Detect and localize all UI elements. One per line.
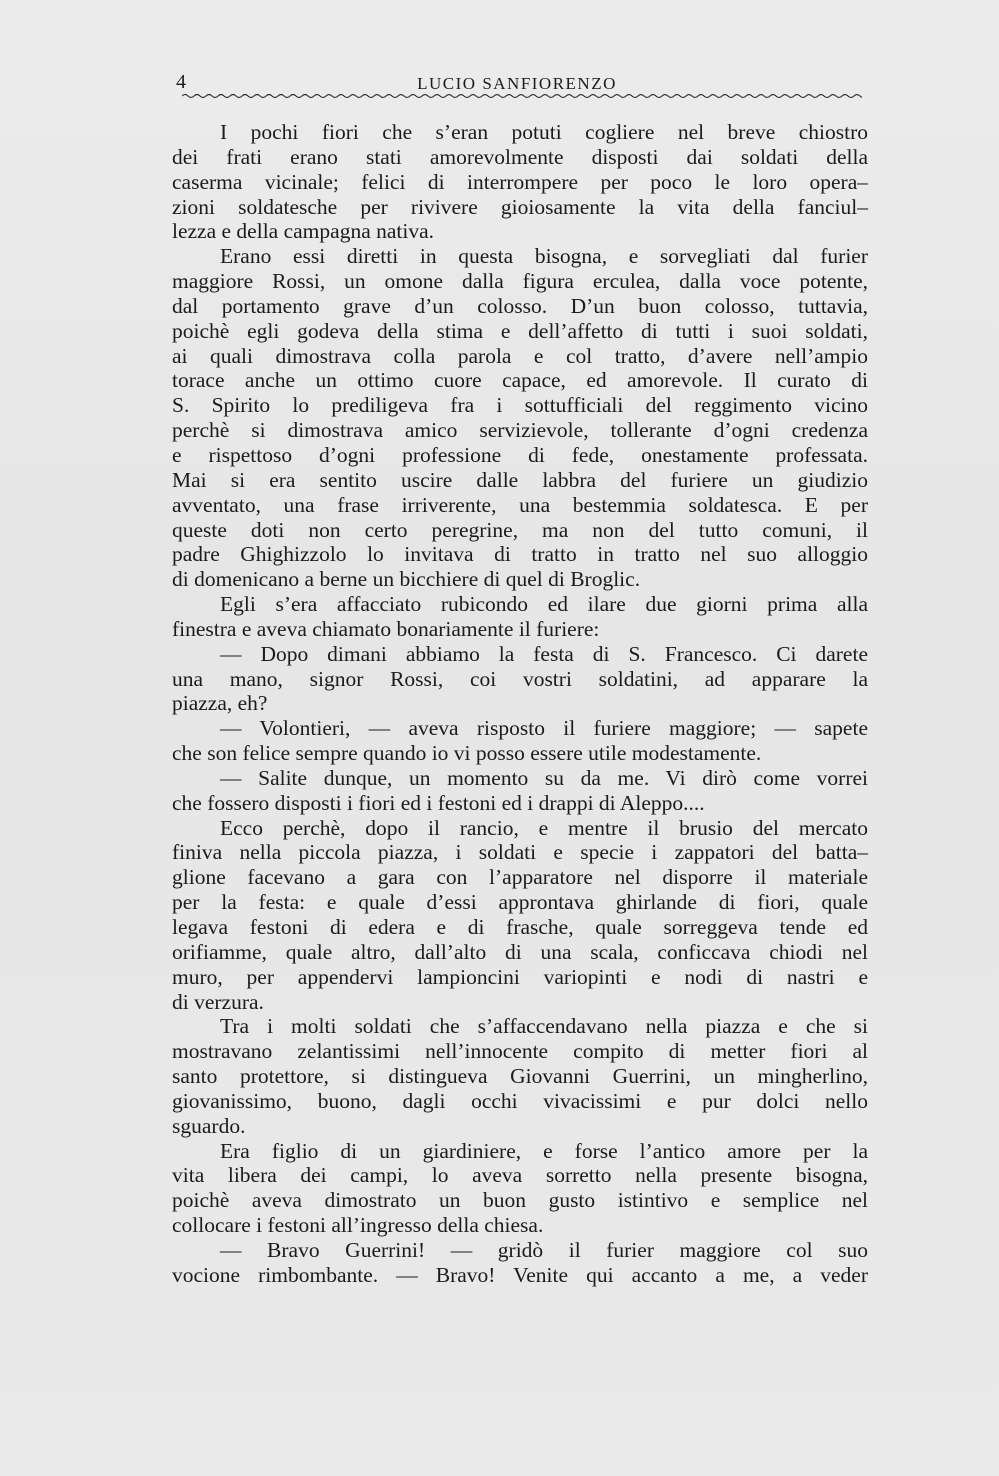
running-head: LUCIO SANFIORENZO [417, 74, 617, 93]
text-line: lezza e della campagna nativa. [172, 219, 435, 244]
text-line: dal portamento grave d’un colosso. D’un buon colosso, tuttavia, [172, 293, 868, 318]
text-line: avventato, una frase irriverente, una bestemmia soldatesca. E per [172, 492, 868, 517]
text-line: dei frati erano stati amorevolmente disposti dai soldati della [172, 144, 868, 169]
text-line: che son felice sempre quando io vi posso essere utile modestamente. [172, 741, 762, 766]
text-line: Egli s’era affacciato rubicondo ed ilare due giorni prima alla [220, 592, 868, 617]
text-line: che fossero disposti i fiori ed i festoni ed i drappi di Aleppo.... [172, 790, 705, 815]
text-line: poichè aveva dimostrato un buon gusto istintivo e semplice nel [172, 1188, 868, 1213]
text-line: queste doti non certo peregrine, ma non del tutto comuni, il [172, 517, 868, 542]
text-line: maggiore Rossi, un omone dalla figura erculea, dalla voce potente, [172, 269, 868, 294]
text-line: finiva nella piccola piazza, i soldati e specie i zappatori del batta– [172, 840, 868, 865]
text-line: muro, per appendervi lampioncini variopinti e nodi di nastri e [172, 964, 868, 989]
text-line: e rispettoso d’ogni professione di fede, onestamente professata. [172, 442, 868, 467]
text-line: Erano essi diretti in questa bisogna, e sorvegliati dal furier [220, 244, 868, 269]
wavy-rule [182, 92, 862, 100]
text-line: legava festoni di edera e di frasche, quale sorreggeva tende ed [172, 915, 868, 939]
text-line: S. Spirito lo prediligeva fra i sottufficiali del reggimento vicino [172, 393, 868, 418]
text-line: vita libera dei campi, lo aveva sorretto nella presente bisogna, [172, 1163, 868, 1188]
text-line: santo protettore, si distingueva Giovanni Guerrini, un mingherlino, [172, 1064, 868, 1089]
text-line: poichè egli godeva della stima e dell’affetto di tutti i suoi soldati, [172, 318, 868, 343]
text-line: una mano, signor Rossi, coi vostri soldatini, ad apparare la [172, 666, 868, 691]
text-line: Ecco perchè, dopo il rancio, e mentre il brusio del mercato [220, 815, 868, 840]
text-line: piazza, eh? [172, 691, 268, 716]
page-number: 4 [176, 71, 186, 93]
text-line: di verzura. [172, 989, 264, 1014]
text-line: orifiamme, quale altro, dall’alto di una scala, conficcava chiodi nel [172, 939, 868, 964]
text-line: Era figlio di un giardiniere, e forse l’antico amore per la [220, 1138, 868, 1163]
text-line: mostravano zelantissimi nell’innocente compito di metter fiori al [172, 1039, 868, 1064]
text-line: caserma vicinale; felici di interrompere per poco le loro opera– [172, 169, 868, 194]
text-line: di domenicano a berne un bicchiere di quel di Broglic. [172, 567, 641, 592]
text-line: ai quali dimostrava colla parola e col tratto, d’avere nell’ampio [172, 343, 868, 368]
text-line: glione facevano a gara con l’apparatore nel disporre il materiale [172, 865, 868, 890]
text-line: finestra e aveva chiamato bonariamente il furiere: [172, 616, 600, 641]
text-line: collocare i festoni all’ingresso della chiesa. [172, 1213, 544, 1238]
text-line: sguardo. [172, 1113, 246, 1138]
text-line: Tra i molti soldati che s’affaccendavano nella piazza e che si [220, 1014, 868, 1039]
text-line: zioni soldatesche per rivivere gioiosamente la vita della fanciul– [172, 194, 868, 219]
text-line: per la festa: e quale d’essi approntava ghirlande di fiori, quale [172, 890, 868, 915]
text-line: — Dopo dimani abbiamo la festa di S. Francesco. Ci darete [220, 641, 868, 666]
text-line: I pochi fiori che s’eran potuti cogliere nel breve chiostro [220, 120, 868, 144]
page-header [172, 70, 862, 94]
text-line: Mai si era sentito uscire dalle labbra del furiere un giudizio [172, 467, 868, 492]
text-line: — Bravo Guerrini! — gridò il furier maggiore col suo [220, 1237, 868, 1262]
text-line: padre Ghighizzolo lo invitava di tratto in tratto nel suo alloggio [172, 542, 868, 567]
text-line: — Volontieri, — aveva risposto il furiere maggiore; — sapete [220, 716, 868, 741]
text-line: vocione rimbombante. — Bravo! Venite qui accanto a me, a veder [172, 1262, 868, 1287]
body-text [172, 120, 868, 1288]
text-line: perchè si dimostrava amico servizievole, tollerante d’ogni credenza [172, 418, 868, 443]
text-line: giovanissimo, buono, dagli occhi vivacissimi e pur dolci nello [172, 1088, 868, 1113]
text-line: — Salite dunque, un momento su da me. Vi dirò come vorrei [220, 765, 868, 790]
text-line: torace anche un ottimo cuore capace, ed amorevole. Il curato di [172, 368, 868, 393]
